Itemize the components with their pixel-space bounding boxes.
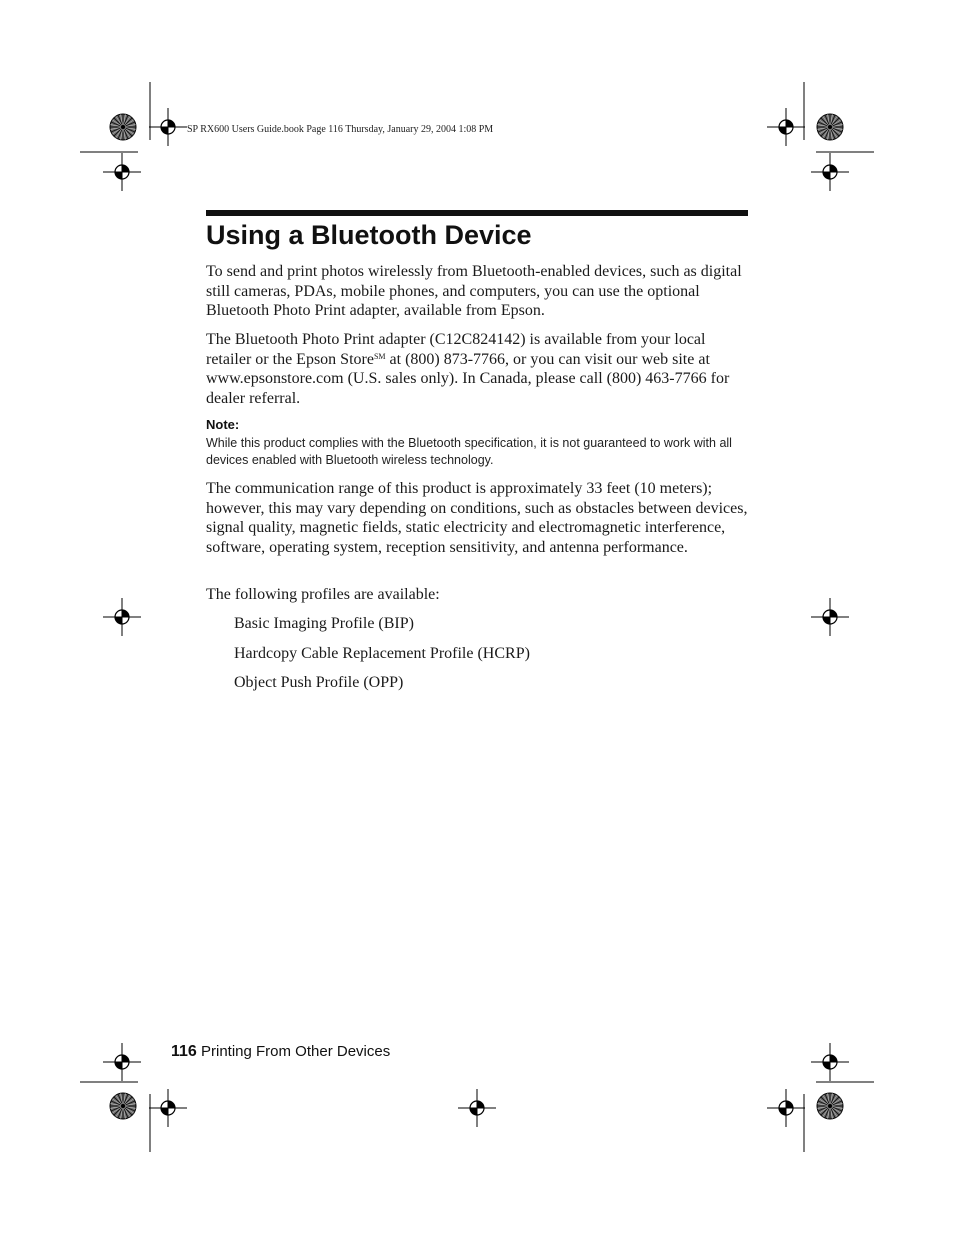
starburst-color-target-icon (817, 1093, 843, 1119)
note-label: Note: (206, 417, 240, 432)
starburst-color-target-icon (110, 114, 136, 140)
profiles-intro: The following profiles are available: (206, 586, 440, 603)
list-item: Object Push Profile (OPP) (234, 674, 404, 691)
slug-line: SP RX600 Users Guide.book Page 116 Thursday, January 29, 2004 1:08 PM (187, 124, 494, 135)
crosshair-registration-mark-icon (767, 108, 805, 146)
heading-rule (206, 210, 748, 216)
crosshair-registration-mark-icon (767, 1089, 805, 1127)
crosshair-registration-mark-icon (811, 1043, 849, 1081)
crosshair-registration-mark-icon (103, 1043, 141, 1081)
crosshair-registration-mark-icon (811, 598, 849, 636)
list-item: Basic Imaging Profile (BIP) (234, 615, 414, 632)
list-item: Hardcopy Cable Replacement Profile (HCRP) (234, 645, 530, 662)
page-title: Using a Bluetooth Device (206, 220, 532, 250)
crosshair-registration-mark-icon (458, 1089, 496, 1127)
crosshair-registration-mark-icon (149, 1089, 187, 1127)
crosshair-registration-mark-icon (811, 153, 849, 191)
starburst-color-target-icon (110, 1093, 136, 1119)
intro-paragraph: To send and print photos wirelessly from Bluetooth-enabled devices, such as digital still cameras, PDAs, mobile phones, and computers, you can use the optional Bluetooth Photo Print adapter, available from Epson. (206, 263, 742, 320)
service-mark: SM (373, 351, 386, 361)
crosshair-registration-mark-icon (103, 153, 141, 191)
page-number: 116 (171, 1043, 197, 1060)
page-footer (171, 1043, 390, 1061)
starburst-color-target-icon (817, 114, 843, 140)
crosshair-registration-mark-icon (149, 108, 187, 146)
range-paragraph: The communication range of this product is approximately 33 feet (10 meters); however, this may vary depending on conditions, such as obstacles between devices, signal quality, magnetic fields, static electricity and electromagnetic interference, software, operating system, reception sensitivity, and antenna performance. (206, 480, 748, 556)
crosshair-registration-mark-icon (103, 598, 141, 636)
availability-text-2: at (800) 873-7766, or you can visit our web site at www.epsonstore.com (U.S. sales only). In Canada, please call (800) 463-7766 for dealer referral. (206, 350, 730, 407)
note-text: While this product complies with the Bluetooth specification, it is not guaranteed to work with all devices enabled with Bluetooth wireless technology. (206, 436, 732, 467)
section-title: Printing From Other Devices (200, 1043, 391, 1060)
availability-text-1: The Bluetooth Photo Print adapter (C12C824142) is available from your local retailer or the Epson Store (206, 331, 706, 368)
availability-paragraph (206, 330, 751, 408)
